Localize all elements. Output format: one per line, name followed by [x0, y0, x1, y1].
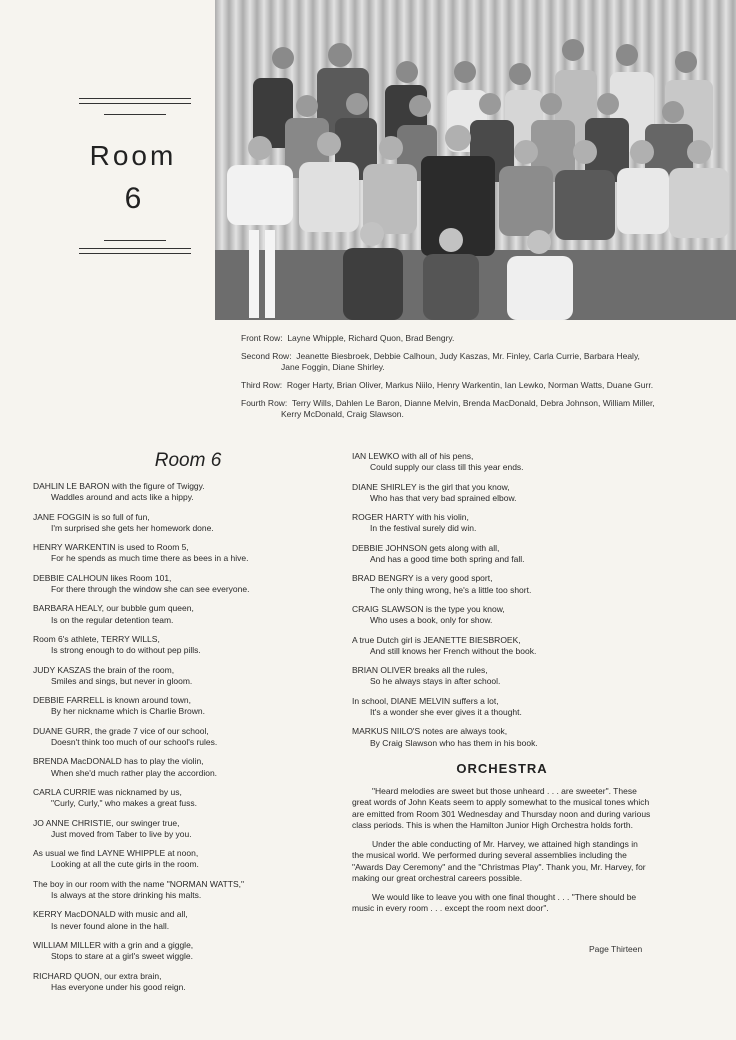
poem-line: In the festival surely did win.	[370, 523, 477, 534]
poem-line: DEBBIE FARRELL is known around town,	[33, 695, 191, 706]
poem-verse	[33, 665, 333, 687]
orchestra-paragraph: Under the able conducting of Mr. Harvey, we attained high standings in the musical world. We performed during several assemblies including the "Awards Day Ceremony" and the "Christmas Play". Thank you, Mr. Harvey, for making our great orchestral careers possible.	[352, 838, 646, 884]
orchestra-paragraph: We would like to leave you with one final thought . . . "There should be music in every room . . . except the room next door".	[352, 891, 637, 914]
poem-verse	[33, 542, 333, 564]
poem-verse	[33, 756, 333, 778]
poem-line: It's a wonder she ever gives it a thought.	[370, 706, 522, 717]
poem-line: RICHARD QUON, our extra brain,	[33, 970, 162, 981]
poem-line: Is strong enough to do without pep pills.	[51, 645, 201, 656]
title-rule	[104, 114, 166, 115]
poem-line: And has a good time both spring and fall.	[370, 553, 525, 564]
poem-line: BRENDA MacDONALD has to play the violin,	[33, 756, 204, 767]
poem-line: Could supply our class till this year ends.	[370, 462, 524, 473]
poem-line: As usual we find LAYNE WHIPPLE at noon,	[33, 848, 199, 859]
page-number: Page Thirteen	[589, 944, 643, 954]
poem-line: Is always at the store drinking his malts.	[51, 889, 202, 900]
poem-line: DAHLIN LE BARON with the figure of Twiggy.	[33, 481, 205, 491]
poem-verse	[33, 971, 333, 993]
poem-line: Room 6's athlete, TERRY WILLS,	[33, 633, 160, 644]
poem-line: CRAIG SLAWSON is the type you know,	[352, 603, 505, 614]
poem-verse	[33, 695, 333, 717]
orchestra-heading: ORCHESTRA	[456, 760, 548, 776]
poem-verse	[33, 848, 333, 870]
caption-row-second	[241, 351, 656, 373]
poem-verse	[352, 635, 652, 657]
poem-line: DEBBIE CALHOUN likes Room 101,	[33, 572, 172, 583]
poem-verse	[352, 726, 652, 748]
caption-label: Second Row:	[241, 351, 292, 361]
poem-line: By Craig Slawson who has them in his book.	[370, 737, 538, 748]
poem-line: BRIAN OLIVER breaks all the rules,	[352, 665, 488, 676]
poem-line: JO ANNE CHRISTIE, our swinger true,	[33, 817, 180, 828]
poem-line: A true Dutch girl is JEANETTE BIESBROEK,	[352, 634, 521, 645]
poem-line: IAN LEWKO with all of his pens,	[352, 451, 474, 461]
poem-line: Just moved from Taber to live by you.	[51, 828, 192, 839]
poem-line: Is never found alone in the hall.	[51, 920, 170, 931]
poem-line: Waddles around and acts like a hippy.	[51, 492, 194, 503]
orchestra-paragraph: "Heard melodies are sweet but those unheard . . . are sweeter". These great words of John Keats seem to apply somewhat to the musical tones which are emitted from Room 301 Wednesday and Thursday noon and during various class periods. This is when the Hamilton Junior High Orchestra holds forth.	[352, 785, 651, 831]
title-rule	[79, 98, 191, 99]
poem-verses-left	[33, 481, 333, 993]
poem-line: So he always stays in after school.	[370, 676, 501, 687]
poem-line: ROGER HARTY with his violin,	[352, 512, 469, 523]
poem-line: Stops to stare at a girl's sweet wiggle.	[51, 951, 193, 962]
poem-verse	[33, 909, 333, 931]
poem-verse	[33, 573, 333, 595]
caption-names: Layne Whipple, Richard Quon, Brad Bengry.	[287, 333, 455, 343]
poem-verse	[352, 482, 652, 504]
caption-names: Terry Wills, Dahlen Le Baron, Dianne Melvin, Brenda MacDonald, Debra Johnson, William Miller, Kerry McDonald, Craig Slawson.	[281, 398, 655, 419]
poem-verse	[352, 696, 652, 718]
poem-verse	[33, 634, 333, 656]
poem-verse	[33, 481, 333, 503]
poem-line: Has everyone under his good reign.	[51, 981, 186, 992]
poem-verse	[352, 543, 652, 565]
poem-line: In school, DIANE MELVIN suffers a lot,	[352, 695, 499, 706]
poem-verse	[33, 787, 333, 809]
caption-row-fourth	[241, 398, 656, 420]
poem-line: For there through the window she can see everyone.	[51, 583, 250, 594]
caption-label: Front Row:	[241, 333, 283, 343]
poem-line: JUDY KASZAS the brain of the room,	[33, 664, 175, 675]
poem-line: Is on the regular detention team.	[51, 614, 174, 625]
poem-verse	[352, 512, 652, 534]
poem-line: KERRY MacDONALD with music and all,	[33, 909, 188, 920]
poem-line: BRAD BENGRY is a very good sport,	[352, 573, 493, 584]
poem-line: HENRY WARKENTIN is used to Room 5,	[33, 542, 189, 553]
poem-line: JANE FOGGIN is so full of fun,	[33, 511, 150, 522]
poem-line: The only thing wrong, he's a little too short.	[370, 584, 532, 595]
caption-names: Roger Harty, Brian Oliver, Markus Niilo, Henry Warkentin, Ian Lewko, Norman Watts, Duane Gurr.	[286, 380, 654, 390]
poem-verse	[33, 512, 333, 534]
caption-label: Third Row:	[241, 380, 283, 390]
title-rule	[79, 248, 191, 249]
class-photo-image	[215, 0, 736, 320]
poem-line: CARLA CURRIE was nicknamed by us,	[33, 786, 182, 797]
poem-line: Who has that very bad sprained elbow.	[370, 492, 517, 503]
poem-verse	[352, 604, 652, 626]
page-title-room: Room	[89, 140, 177, 171]
poem-line: Doesn't think too much of our school's rules.	[51, 736, 218, 747]
poem-verse	[33, 818, 333, 840]
poem-right-column	[352, 451, 652, 922]
title-rule	[79, 103, 191, 104]
poem-line: And still knows her French without the book.	[370, 645, 537, 656]
caption-row-front	[241, 333, 656, 344]
poem-line: WILLIAM MILLER with a grin and a giggle,	[33, 939, 194, 950]
photo-caption	[241, 333, 656, 427]
poem-verse	[33, 879, 333, 901]
poem-line: "Curly, Curly," who makes a great fuss.	[51, 798, 198, 809]
poem-verse	[33, 940, 333, 962]
poem-line: DUANE GURR, the grade 7 vice of our school,	[33, 725, 209, 736]
poem-left-column	[33, 450, 333, 1001]
poem-verse	[352, 451, 652, 473]
poem-verse	[352, 573, 652, 595]
poem-heading: Room 6	[154, 450, 222, 471]
caption-names: Jeanette Biesbroek, Debbie Calhoun, Judy Kaszas, Mr. Finley, Carla Currie, Barbara Healy, Jane Foggin, Diane Shirley.	[281, 351, 640, 372]
poem-line: By her nickname which is Charlie Brown.	[51, 706, 206, 717]
class-photo	[215, 0, 736, 320]
poem-verse	[352, 665, 652, 687]
title-rule	[79, 253, 191, 254]
poem-line: When she'd much rather play the accordion.	[51, 767, 218, 778]
poem-line: DIANE SHIRLEY is the girl that you know,	[352, 481, 510, 492]
caption-row-third	[241, 380, 656, 391]
page-title-number: 6	[124, 182, 142, 215]
poem-line: DEBBIE JOHNSON gets along with all,	[352, 542, 500, 553]
poem-verse	[33, 603, 333, 625]
poem-line: Smiles and sings, but never in gloom.	[51, 675, 193, 686]
poem-line: Looking at all the cute girls in the room.	[51, 859, 199, 870]
poem-line: Who uses a book, only for show.	[370, 615, 493, 626]
poem-line: The boy in our room with the name "NORMAN WATTS,"	[33, 878, 245, 889]
poem-line: MARKUS NIILO'S notes are always took,	[352, 726, 508, 737]
poem-verses-right	[352, 451, 652, 749]
caption-label: Fourth Row:	[241, 398, 288, 408]
poem-line: For he spends as much time there as bees in a hive.	[51, 553, 249, 564]
title-rule	[104, 240, 166, 241]
poem-line: I'm surprised she gets her homework done.	[51, 522, 214, 533]
poem-line: BARBARA HEALY, our bubble gum queen,	[33, 603, 194, 614]
poem-verse	[33, 726, 333, 748]
